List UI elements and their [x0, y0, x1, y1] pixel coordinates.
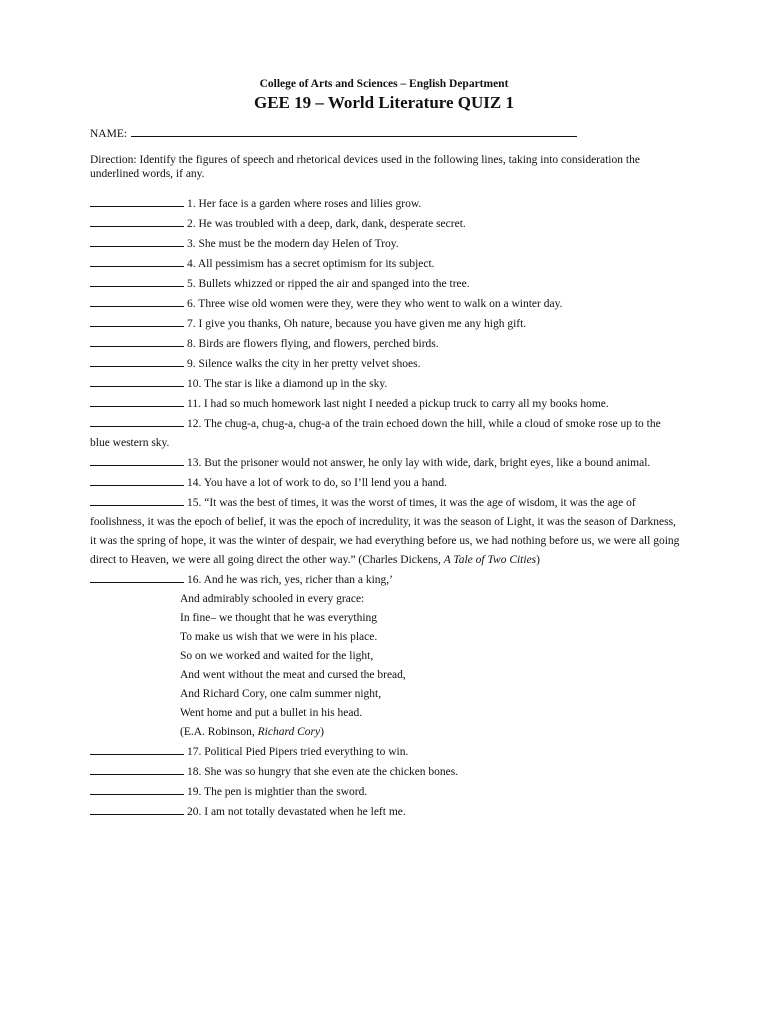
answer-blank[interactable] — [90, 314, 184, 327]
answer-blank[interactable] — [90, 274, 184, 287]
poem-excerpt — [180, 590, 682, 742]
quiz-items — [90, 194, 682, 822]
answer-blank[interactable] — [90, 254, 184, 267]
poem-line: And admirably schooled in every grace: — [180, 593, 365, 605]
answer-blank[interactable] — [90, 374, 184, 387]
quiz-item-2: 2. He was troubled with a deep, dark, dank, desperate secret. — [90, 214, 682, 234]
answer-blank[interactable] — [90, 570, 184, 583]
quiz-item-12: 12. The chug-a, chug-a, chug-a of the train echoed down the hill, while a cloud of smoke rose up to the blue western sky. — [90, 414, 682, 453]
poem-title: Richard Cory — [257, 726, 321, 738]
poem-line: In fine– we thought that he was everything — [180, 612, 378, 624]
quiz-item-5: 5. Bullets whizzed or ripped the air and spanged into the tree. — [90, 274, 682, 294]
answer-blank[interactable] — [90, 493, 184, 506]
answer-blank[interactable] — [90, 473, 184, 486]
quiz-item-17: 17. Political Pied Pipers tried everything to win. — [90, 742, 682, 762]
quiz-item-1: 1. Her face is a garden where roses and lilies grow. — [90, 194, 682, 214]
name-field-row — [90, 125, 577, 140]
poem-line: And went without the meat and cursed the bread, — [180, 669, 406, 681]
quiz-item-11: 11. I had so much homework last night I needed a pickup truck to carry all my books home. — [90, 394, 682, 414]
poem-citation: (E.A. Robinson, Richard Cory) — [180, 726, 324, 738]
name-label: NAME: — [90, 128, 128, 140]
poem-line: And Richard Cory, one calm summer night, — [180, 688, 382, 700]
quiz-item-9: 9. Silence walks the city in her pretty velvet shoes. — [90, 354, 682, 374]
answer-blank[interactable] — [90, 414, 184, 427]
answer-blank[interactable] — [90, 294, 184, 307]
name-blank-line[interactable] — [131, 125, 577, 137]
quiz-title: GEE 19 – World Literature QUIZ 1 — [253, 93, 515, 112]
quiz-item-19: 19. The pen is mightier than the sword. — [90, 782, 682, 802]
answer-blank[interactable] — [90, 354, 184, 367]
answer-blank[interactable] — [90, 334, 184, 347]
poem-line: To make us wish that we were in his place. — [180, 631, 378, 643]
quiz-item-3: 3. She must be the modern day Helen of Troy. — [90, 234, 682, 254]
quiz-item-8: 8. Birds are flowers flying, and flowers, perched birds. — [90, 334, 682, 354]
answer-blank[interactable] — [90, 782, 184, 795]
answer-blank[interactable] — [90, 214, 184, 227]
quiz-item-4: 4. All pessimism has a secret optimism for its subject. — [90, 254, 682, 274]
answer-blank[interactable] — [90, 234, 184, 247]
quiz-item-20: 20. I am not totally devastated when he left me. — [90, 802, 682, 822]
item-15-text: 15. “It was the best of times, it was the worst of times, it was the age of wisdom, it was the age of foolishness, it was the epoch of belief, it was the epoch of incredulity, it was the season of Light, it was the season of Darkness, it was the spring of hope, it was the winter of despair, we had everything before us, we had nothing before us, we were all going direct to Heaven, we were all going direct the other way.” (Charles Dickens, — [90, 497, 680, 566]
answer-blank[interactable] — [90, 194, 184, 207]
poem-line: So on we worked and waited for the light, — [180, 650, 374, 662]
item-15-work-title: A Tale of Two Cities — [443, 554, 537, 566]
quiz-item-18: 18. She was so hungry that she even ate the chicken bones. — [90, 762, 682, 782]
quiz-item-7: 7. I give you thanks, Oh nature, because you have given me any high gift. — [90, 314, 682, 334]
quiz-item-6: 6. Three wise old women were they, were they who went to walk on a winter day. — [90, 294, 682, 314]
answer-blank[interactable] — [90, 802, 184, 815]
answer-blank[interactable] — [90, 762, 184, 775]
quiz-item-10: 10. The star is like a diamond up in the sky. — [90, 374, 682, 394]
directions: Direction: Identify the figures of speech and rhetorical devices used in the following lines, taking into consideration the underlined words, if any. — [90, 154, 640, 180]
quiz-item-15: 15. “It was the best of times, it was the worst of times, it was the age of wisdom, it was the age of foolishness, it was the epoch of belief, it was the epoch of incredulity, it was the season of Light, it was the season of Darkness, it was the spring of hope, it was the winter of despair, we had everything before us, we had nothing before us, we were all going direct to Heaven, we were all going direct the other way.” (Charles Dickens, A Tale of Two Cities) — [90, 493, 682, 570]
quiz-item-14: 14. You have a lot of work to do, so I’ll lend you a hand. — [90, 473, 682, 493]
quiz-item-16: 16. And he was rich, yes, richer than a king,’ — [90, 570, 682, 590]
department-heading: College of Arts and Sciences – English Department — [259, 78, 509, 90]
poem-line: Went home and put a bullet in his head. — [180, 707, 363, 719]
answer-blank[interactable] — [90, 742, 184, 755]
quiz-item-13: 13. But the prisoner would not answer, he only lay with wide, dark, bright eyes, like a bound animal. — [90, 453, 682, 473]
answer-blank[interactable] — [90, 453, 184, 466]
answer-blank[interactable] — [90, 394, 184, 407]
